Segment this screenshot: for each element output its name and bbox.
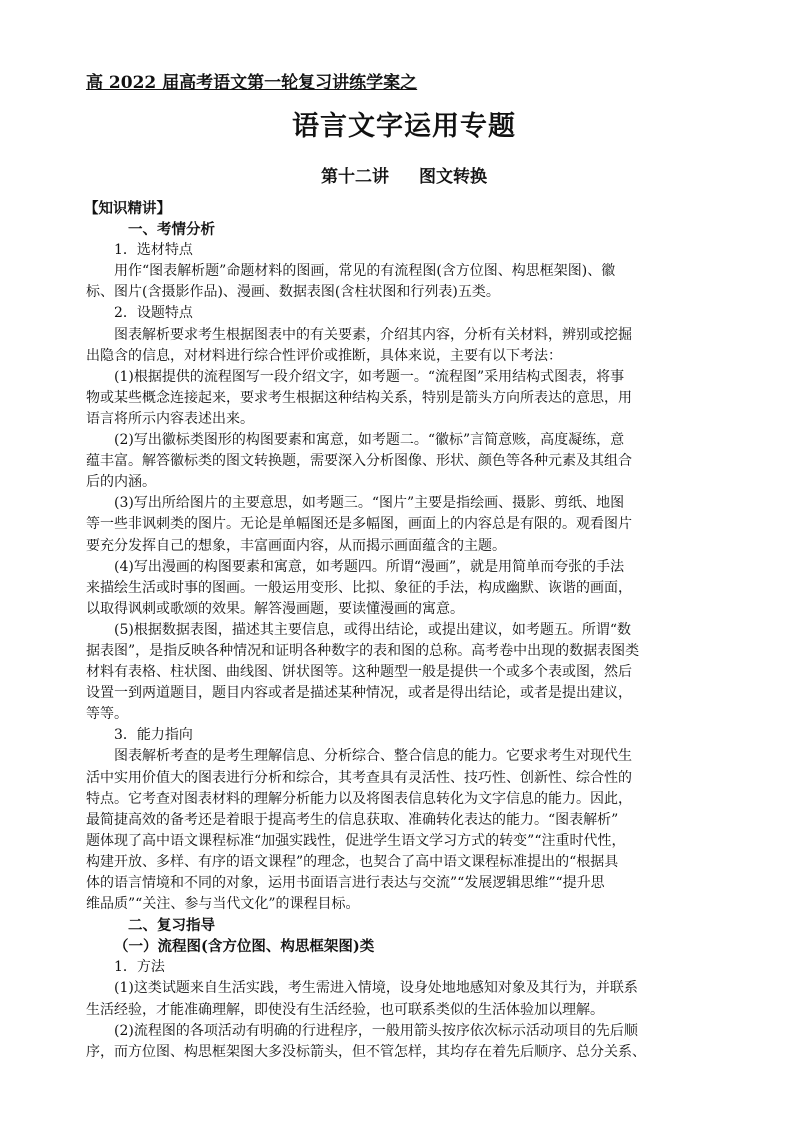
- body-line: 后的内涵。: [86, 474, 156, 491]
- body-line: (2)写出徽标类图形的构图要素和寓意，如考题二。“徽标”言简意赅，高度凝练，意: [114, 432, 625, 449]
- body-line: 来描绘生活或时事的图画。一般运用变形、比拟、象征的手法，构成幽默、诙谐的画面，: [86, 579, 632, 596]
- body-line: 一、考情分析: [128, 221, 215, 239]
- lesson-number: 第十二讲: [321, 167, 389, 187]
- body-line: 生活经验，才能准确理解，即使没有生活经验，也可联系类似的生活体验加以理解。: [86, 1001, 604, 1018]
- body-line: (2)流程图的各项活动有明确的行进程序，一般用箭头按序依次标示活动项目的先后顺: [114, 1022, 638, 1039]
- body-line: 等等。: [86, 706, 128, 723]
- body-line: 活中实用价值大的图表进行分析和综合，其考查具有灵活性、技巧性、创新性、综合性的: [86, 769, 632, 786]
- body-line: 1．选材特点: [114, 242, 193, 259]
- body-line: 蕴丰富。解答徽标类的图文转换题，需要深入分析图像、形状、颜色等各种元素及其组合: [86, 453, 632, 470]
- body-line: (1)这类试题来自生活实践，考生需进入情境，设身处地地感知对象及其行为，并联系: [114, 980, 638, 997]
- body-line: 物或某些概念连接起来，要求考生根据这种结构关系，特别是箭头方向所表达的意思，用: [86, 389, 632, 406]
- body-line: 语言将所示内容表述出来。: [86, 410, 254, 427]
- document-header: 高 2022 届高考语文第一轮复习讲练学案之: [86, 73, 418, 93]
- body-line: 二、复习指导: [128, 917, 215, 935]
- lesson-title: [86, 166, 722, 188]
- body-line: 序，而方位图、构思框架图大多没标箭头，但不管怎样，其均存在着先后顺序、总分关系、: [86, 1043, 646, 1060]
- body-line: 出隐含的信息，对材料进行综合性评价或推断，具体来说，主要有以下考法：: [86, 347, 562, 364]
- body-line: 题体现了高中语文课程标准“加强实践性，促进学生语文学习方式的转变”“注重时代性，: [86, 832, 626, 849]
- document-title: 语言文字运用专题: [292, 111, 516, 142]
- body-line: 3．能力指向: [114, 727, 193, 744]
- body-line: 设置一到两道题目，题目内容或者是描述某种情况，或者是得出结论，或者是提出建议，: [86, 685, 632, 702]
- body-line: 要充分发挥自己的想象，丰富画面内容，从而揭示画面蕴含的主题。: [86, 537, 506, 554]
- body-line: (5)根据数据表图，描述其主要信息，或得出结论，或提出建议，如考题五。所谓“数: [114, 621, 631, 638]
- body-line: 材料有表格、柱状图、曲线图、饼状图等。这种题型一般是提供一个或多个表或图，然后: [86, 664, 632, 681]
- body-line: 体的语言情境和不同的对象，运用书面语言进行表达与交流”“发展逻辑思维”“提升思: [86, 875, 605, 891]
- body-line: (4)写出漫画的构图要素和寓意，如考题四。所谓“漫画”，就是用简单而夸张的手法: [114, 558, 625, 575]
- body-line: 图表解析考查的是考生理解信息、分析综合、整合信息的能力。它要求考生对现代生: [114, 748, 632, 765]
- body-line: (3)写出所给图片的主要意思，如考题三。“图片”主要是指绘画、摄影、剪纸、地图: [114, 495, 625, 512]
- body-line: 构建开放、多样、有序的语文课程”的理念，也契合了高中语文课程标准提出的“根据具: [86, 853, 619, 870]
- body-line: 2．设题特点: [114, 305, 193, 322]
- lesson-name: 图文转换: [419, 167, 487, 187]
- body-line: 特点。它考查对图表材料的理解分析能力以及将图表信息转化为文字信息的能力。因此，: [86, 790, 632, 807]
- body-line: 以取得讽刺或歌颂的效果。解答漫画题，要读懂漫画的寓意。: [86, 600, 464, 617]
- body-line: 图表解析要求考生根据图表中的有关要素，介绍其内容，分析有关材料，辨别或挖掘: [114, 326, 632, 343]
- body-line: 1．方法: [114, 959, 165, 976]
- body-line: 等一些非讽刺类的图片。无论是单幅图还是多幅图，画面上的内容总是有限的。观看图片: [86, 516, 632, 533]
- body-line: （一）流程图(含方位图、构思框架图)类: [114, 938, 375, 956]
- body-line: 用作“图表解析题”命题材料的图画，常见的有流程图(含方位图、构思框架图)、徽: [114, 263, 616, 280]
- body-line: 最简捷高效的备考还是着眼于提高考生的信息获取、准确转化表达的能力。“图表解析”: [86, 811, 619, 828]
- body-line: 据表图”，是指反映各种情况和证明各种数字的表和图的总称。高考卷中出现的数据表图类: [86, 642, 640, 659]
- body-line: 维品质”“关注、参与当代文化”的课程目标。: [86, 896, 360, 913]
- body-line: (1)根据提供的流程图写一段介绍文字，如考题一。“流程图”采用结构式图表，将事: [114, 368, 625, 385]
- document-body: [86, 198, 722, 1063]
- body-line: 【知识精讲】: [84, 200, 171, 217]
- body-line: 标、图片(含摄影作品)、漫画、数据表图(含柱状图和行列表)五类。: [86, 284, 500, 301]
